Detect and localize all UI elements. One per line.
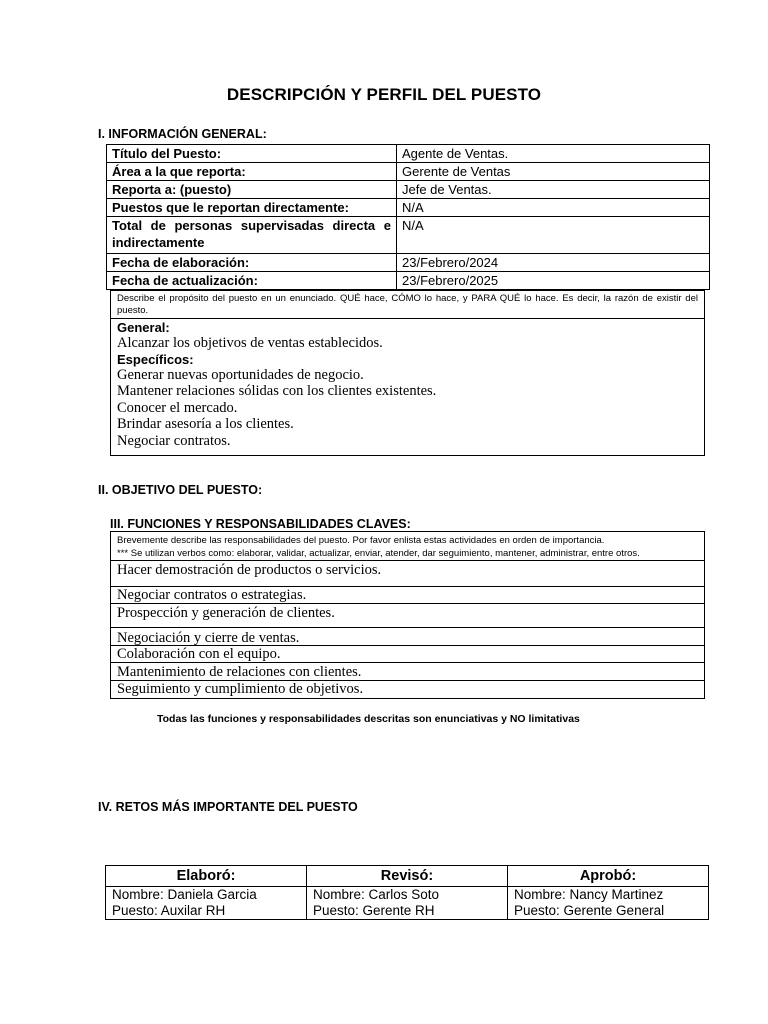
table-row: [107, 217, 710, 254]
general-info-table: [106, 144, 710, 290]
info-value: N/A: [397, 199, 710, 217]
info-label: Reporta a: (puesto): [107, 181, 397, 199]
info-label: Área a la que reporta:: [107, 163, 397, 181]
signature-name: Nombre: Nancy Martinez: [514, 887, 664, 902]
info-value: Jefe de Ventas.: [397, 181, 710, 199]
functions-note: Todas las funciones y responsabilidades descritas son enunciativas y NO limitativas: [157, 713, 580, 725]
info-value: N/A: [397, 217, 710, 254]
signature-position: Puesto: Gerente General: [514, 903, 665, 918]
info-value: 23/Febrero/2024: [397, 254, 710, 272]
info-label: Fecha de actualización:: [107, 272, 397, 290]
signature-header: Elaboró:: [106, 866, 307, 887]
table-row: [106, 887, 709, 920]
info-value: Agente de Ventas.: [397, 145, 710, 163]
section-1-heading: I. INFORMACIÓN GENERAL:: [98, 127, 267, 141]
list-item: Conocer el mercado.: [117, 399, 238, 416]
list-item: Generar nuevas oportunidades de negocio.: [117, 366, 364, 383]
info-label: Fecha de elaboración:: [107, 254, 397, 272]
functions-hint: [111, 532, 704, 561]
signature-name: Nombre: Carlos Soto: [313, 887, 440, 902]
info-label: Título del Puesto:: [107, 145, 397, 163]
functions-hint-line: *** Se utilizan verbos como: elaborar, validar, actualizar, enviar, atender, dar seguimiento, mantener, administrar, entre otros.: [117, 548, 640, 559]
signature-cell: [106, 887, 307, 920]
signatures-table: [105, 865, 709, 920]
table-row: Seguimiento y cumplimiento de objetivos.: [117, 681, 364, 697]
signature-cell: [508, 887, 709, 920]
table-row: [107, 163, 710, 181]
info-label: Puestos que le reportan directamente:: [107, 199, 397, 217]
signature-position: Puesto: Auxilar RH: [112, 903, 226, 918]
list-item: Negociar contratos.: [117, 432, 231, 449]
table-row: [107, 181, 710, 199]
table-row: Negociación y cierre de ventas.: [111, 628, 704, 646]
signature-header: Aprobó:: [508, 866, 709, 887]
functions-table: [110, 531, 705, 699]
general-label: General:: [117, 320, 170, 335]
table-row: Mantenimiento de relaciones con clientes.: [111, 663, 704, 681]
table-row: [107, 272, 710, 290]
purpose-hint: Describe el propósito del puesto en un enunciado. QUÉ hace, CÓMO lo hace, y PARA QUÉ lo hace. Es decir, la razón de existir del puesto.: [111, 291, 704, 319]
table-row: [107, 254, 710, 272]
table-row: Negociar contratos o estrategias.: [111, 587, 704, 604]
table-row: Colaboración con el equipo.: [111, 646, 704, 663]
purpose-box: [110, 290, 705, 456]
general-text: Alcanzar los objetivos de ventas establecidos.: [117, 335, 383, 351]
section-2-heading: II. OBJETIVO DEL PUESTO:: [98, 483, 263, 497]
section-4-heading: IV. RETOS MÁS IMPORTANTE DEL PUESTO: [98, 800, 358, 814]
signature-cell: [307, 887, 508, 920]
functions-hint-line: Brevemente describe las responsabilidades del puesto. Por favor enlista estas actividades en orden de importancia.: [117, 535, 605, 546]
signature-position: Puesto: Gerente RH: [313, 903, 435, 918]
signature-header: Revisó:: [307, 866, 508, 887]
table-row: Hacer demostración de productos o servicios.: [111, 561, 704, 587]
list-item: Mantener relaciones sólidas con los clientes existentes.: [117, 383, 437, 399]
table-row: [106, 866, 709, 887]
signature-name: Nombre: Daniela Garcia: [112, 887, 257, 902]
specific-label: Específicos:: [117, 351, 194, 367]
info-value: Gerente de Ventas: [397, 163, 710, 181]
table-row: [107, 145, 710, 163]
info-value: 23/Febrero/2025: [397, 272, 710, 290]
page-title: DESCRIPCIÓN Y PERFIL DEL PUESTO: [226, 85, 542, 104]
info-label: Total de personas supervisadas directa e indirectamente: [107, 217, 397, 254]
section-3-heading: III. FUNCIONES Y RESPONSABILIDADES CLAVES:: [110, 517, 411, 531]
list-item: Brindar asesoría a los clientes.: [117, 416, 294, 432]
table-row: [107, 199, 710, 217]
table-row: Prospección y generación de clientes.: [111, 604, 704, 628]
purpose-body: [111, 319, 704, 455]
